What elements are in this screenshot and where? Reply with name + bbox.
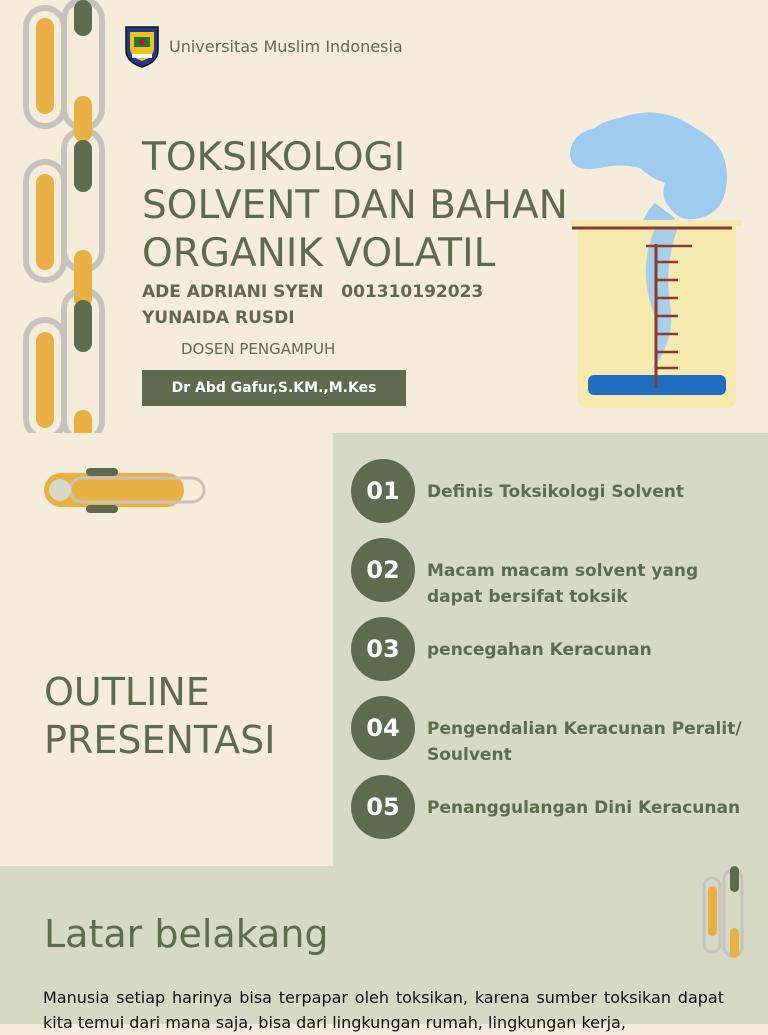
outline-number-badge: 01 bbox=[351, 459, 415, 523]
university-emblem-icon bbox=[123, 24, 161, 68]
outline-item-2 bbox=[351, 538, 751, 607]
outline-item-3 bbox=[351, 617, 751, 683]
outline-item-4 bbox=[351, 696, 751, 765]
title-line-2: SOLVENT DAN BAHAN bbox=[142, 183, 568, 228]
outline-item-1 bbox=[351, 459, 751, 525]
outline-item-text: Definis Toksikologi Solvent bbox=[427, 482, 685, 502]
outline-item-text: Pengendalian Keracunan Peralit/ Soulvent bbox=[427, 719, 742, 765]
section-title: Latar belakang bbox=[44, 912, 329, 956]
title-line-3: ORGANIK VOLATIL bbox=[142, 231, 496, 276]
outline-item-text: pencegahan Keracunan bbox=[427, 640, 652, 660]
outline-number-badge: 03 bbox=[351, 617, 415, 681]
lecturer-name-box bbox=[142, 370, 406, 406]
outline-number-badge: 05 bbox=[351, 775, 415, 839]
outline-number-badge: 04 bbox=[351, 696, 415, 760]
lecturer-label: DOSEN PENGAMPUH bbox=[181, 340, 336, 358]
outline-item-5 bbox=[351, 775, 751, 841]
outline-title-line-2: PRESENTASI bbox=[44, 718, 276, 762]
author-name: YUNAIDA RUSDI bbox=[142, 308, 295, 328]
outline-title-line-1: OUTLINE bbox=[44, 670, 210, 714]
lecturer-name: Dr Abd Gafur,S.KM.,M.Kes bbox=[171, 380, 377, 396]
page-title bbox=[142, 134, 568, 278]
author-row bbox=[142, 305, 483, 331]
section-paragraph: Manusia setiap harinya bisa terpapar oleh toksikan, karena sumber toksikan dapat kita temui dari mana saja, bisa dari lingkungan rumah, lingkungan kerja, bbox=[43, 988, 724, 1032]
beaker-icon bbox=[560, 108, 750, 413]
paper-clip-icon bbox=[40, 466, 210, 516]
university-name: Universitas Muslim Indonesia bbox=[169, 37, 403, 56]
chain-decoration-icon bbox=[0, 0, 110, 433]
paper-clip-icon bbox=[698, 864, 750, 964]
title-line-1: TOKSIKOLOGI bbox=[142, 135, 406, 180]
author-row bbox=[142, 279, 483, 305]
outline-item-text: Macam macam solvent yang dapat bersifat toksik bbox=[427, 561, 699, 607]
author-name: ADE ADRIANI SYEN bbox=[142, 282, 324, 302]
outline-item-text: Penanggulangan Dini Keracunan bbox=[427, 798, 741, 818]
author-nim: 001310192023 bbox=[341, 282, 484, 302]
outline-title bbox=[44, 668, 275, 764]
author-list bbox=[142, 279, 483, 331]
outline-number-badge: 02 bbox=[351, 538, 415, 602]
